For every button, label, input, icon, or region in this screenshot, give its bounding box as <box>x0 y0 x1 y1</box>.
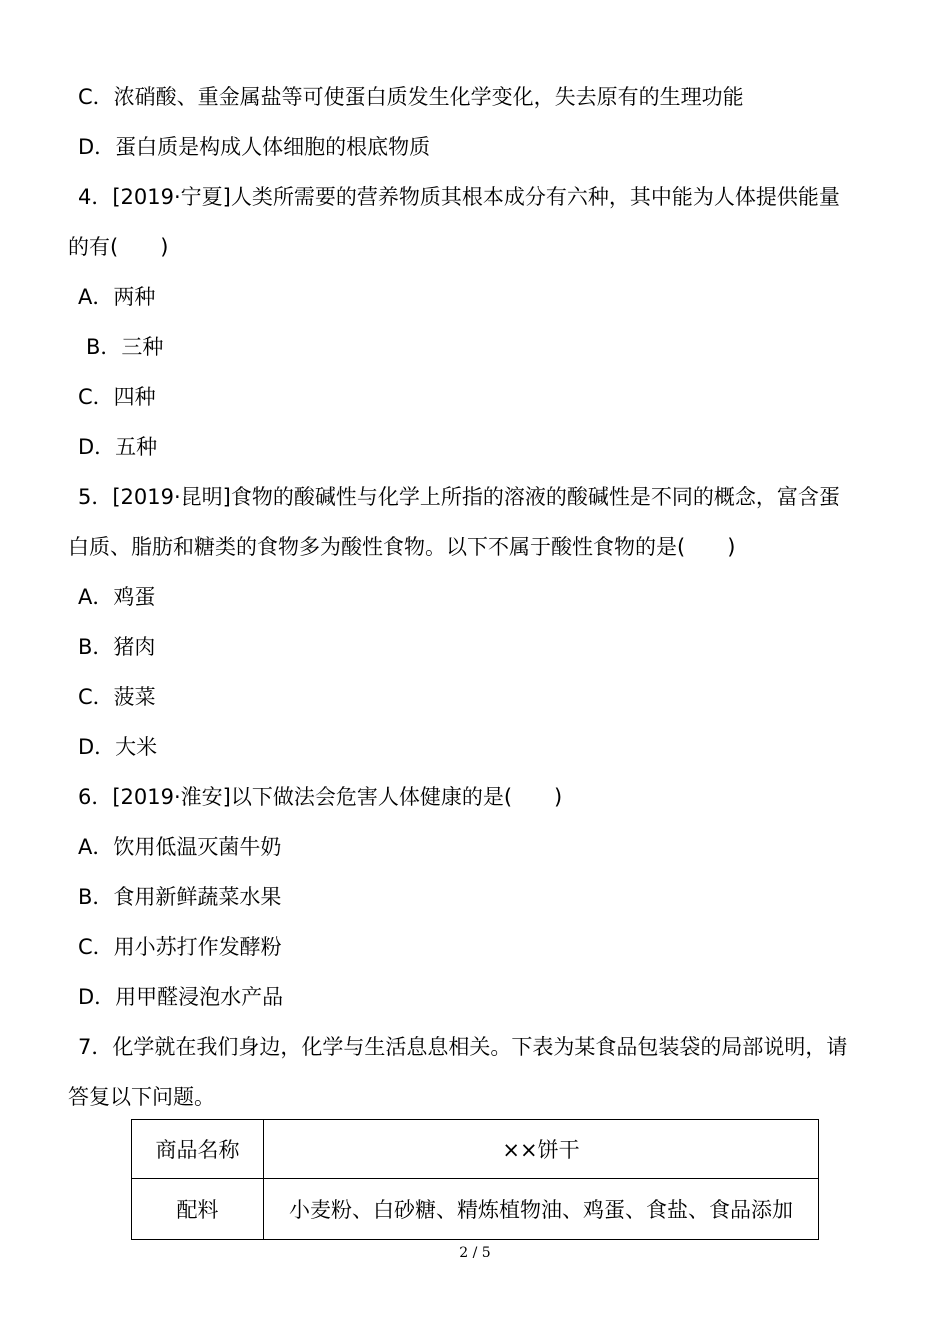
option-c-q6: C．用小苏打作发酵粉 <box>78 935 282 959</box>
option-b-q4: B．三种 <box>86 335 164 359</box>
option-a-q5: A．鸡蛋 <box>78 585 156 609</box>
table-row <box>132 1120 819 1179</box>
question-7-line-2: 答复以下问题。 <box>68 1085 215 1109</box>
table-cell-product-name-label: 商品名称 <box>132 1120 264 1179</box>
option-d-q5: D．大米 <box>78 735 158 759</box>
option-d-q6: D．用甲醛浸泡水产品 <box>78 985 284 1009</box>
table-cell-ingredients-value: 小麦粉、白砂糖、精炼植物油、鸡蛋、食盐、食品添加 <box>264 1179 819 1240</box>
page-number: 2 / 5 <box>459 1245 491 1261</box>
option-a-q4: A．两种 <box>78 285 156 309</box>
question-4-line-2: 的有( ) <box>68 235 169 259</box>
table-cell-product-name-value: ××饼干 <box>264 1120 819 1179</box>
question-4-line-1: 4．[2019·宁夏]人类所需要的营养物质其根本成分有六种，其中能为人体提供能量 <box>78 185 840 209</box>
question-5-line-2: 白质、脂肪和糖类的食物多为酸性食物。以下不属于酸性食物的是( ) <box>68 535 736 559</box>
option-a-q6: A．饮用低温灭菌牛奶 <box>78 835 282 859</box>
option-d-q3: D．蛋白质是构成人体细胞的根底物质 <box>78 135 431 159</box>
option-b-q6: B．食用新鲜蔬菜水果 <box>78 885 282 909</box>
question-5-line-1: 5．[2019·昆明]食物的酸碱性与化学上所指的溶液的酸碱性是不同的概念，富含蛋 <box>78 485 840 509</box>
table-row <box>132 1179 819 1240</box>
table-cell-ingredients-label: 配料 <box>132 1179 264 1240</box>
option-b-q5: B．猪肉 <box>78 635 156 659</box>
option-d-q4: D．五种 <box>78 435 158 459</box>
option-c-q4: C．四种 <box>78 385 156 409</box>
food-package-table <box>131 1119 819 1240</box>
option-c-q3: C．浓硝酸、重金属盐等可使蛋白质发生化学变化，失去原有的生理功能 <box>78 85 744 109</box>
question-7-line-1: 7．化学就在我们身边，化学与生活息息相关。下表为某食品包装袋的局部说明，请 <box>78 1035 848 1059</box>
question-6: 6．[2019·淮安]以下做法会危害人体健康的是( ) <box>78 785 563 809</box>
option-c-q5: C．菠菜 <box>78 685 156 709</box>
